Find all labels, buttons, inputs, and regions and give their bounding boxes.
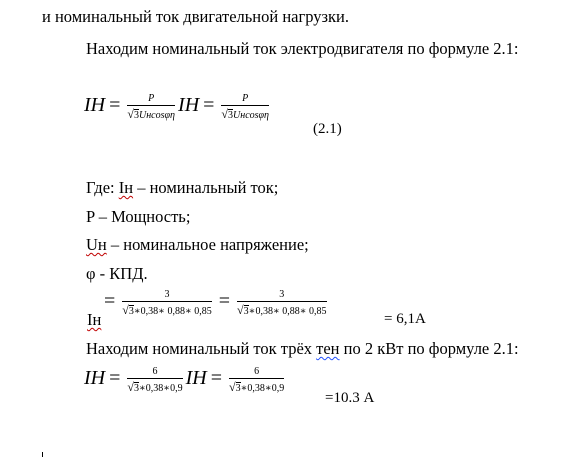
formula-motor-numerator: 3 — [164, 289, 170, 300]
formula-motor-fraction-2 — [237, 289, 326, 318]
formula-heaters-fraction-2 — [229, 366, 284, 395]
formula-2-1-current-symbol: I — [84, 94, 91, 117]
formula-2-1-numerator-2: P — [242, 93, 249, 104]
formula-motor-result: = 6,1А — [384, 311, 426, 327]
formula-heaters-numerator-2: 6 — [254, 366, 260, 377]
formula-heaters-equals-2: = — [210, 367, 222, 390]
formula-motor-denominator: √3∗0,38∗ 0,88∗ 0,85 — [122, 303, 212, 317]
text-cursor — [42, 452, 43, 457]
formula-heaters-current-subscript: Н — [90, 367, 106, 390]
formula-heaters-equals: = — [109, 367, 121, 390]
formula-2-1-equals: = — [109, 94, 121, 117]
formula-motor-equals-2: = — [218, 290, 231, 313]
definition-power: P – Мощность; — [86, 207, 191, 226]
formula-2-1 — [84, 93, 272, 122]
text-line-motor-load: и номинальный ток двигательной нагрузки. — [42, 7, 350, 26]
formula-heaters-denominator-2: √3∗0,38∗0,9 — [229, 380, 285, 394]
formula-motor-lhs: Iн — [87, 310, 102, 329]
formula-heaters-current-symbol: I — [84, 367, 91, 390]
formula-2-1-number: (2.1) — [313, 121, 342, 137]
formula-2-1-current-symbol-2: I — [178, 94, 185, 117]
formula-heaters-current-subscript-2: Н — [192, 367, 207, 390]
formula-2-1-denominator-2: √3Uнcosφη — [221, 107, 270, 121]
formula-2-1-current-subscript-2: Н — [184, 94, 200, 117]
formula-motor-numerator-2: 3 — [279, 289, 285, 300]
definition-rated-voltage: Uн – номинальное напряжение; — [86, 235, 309, 254]
formula-heaters-denominator: √3∗0,38∗0,9 — [127, 380, 183, 394]
formula-motor-calc — [104, 289, 330, 318]
formula-motor-denominator-2: √3∗0,38∗ 0,88∗ 0,85 — [237, 303, 327, 317]
definition-rated-current: Где: Iн – номинальный ток; — [86, 178, 279, 197]
formula-2-1-fraction-2 — [221, 93, 269, 122]
formula-2-1-numerator: P — [148, 93, 155, 104]
formula-2-1-current-subscript: Н — [90, 94, 106, 117]
formula-heaters — [84, 366, 287, 395]
formula-heaters-numerator: 6 — [152, 366, 158, 377]
formula-2-1-fraction — [127, 93, 175, 122]
formula-2-1-denominator: √3Uнcosφη — [127, 107, 176, 121]
formula-motor-fraction — [122, 289, 211, 318]
formula-heaters-fraction — [127, 366, 182, 395]
text-line-find-motor-current: Находим номинальный ток электродвигателя по формуле 2.1: — [86, 39, 519, 58]
text-line-find-heater-current: Находим номинальный ток трёх тен по 2 кВт по формуле 2.1: — [86, 339, 519, 358]
formula-heaters-result: =10.3 А — [325, 390, 375, 406]
formula-2-1-equals-2: = — [203, 94, 215, 117]
definition-efficiency: φ - КПД. — [86, 264, 148, 283]
formula-motor-equals: = — [104, 290, 116, 313]
formula-heaters-current-symbol-2: I — [185, 367, 193, 390]
